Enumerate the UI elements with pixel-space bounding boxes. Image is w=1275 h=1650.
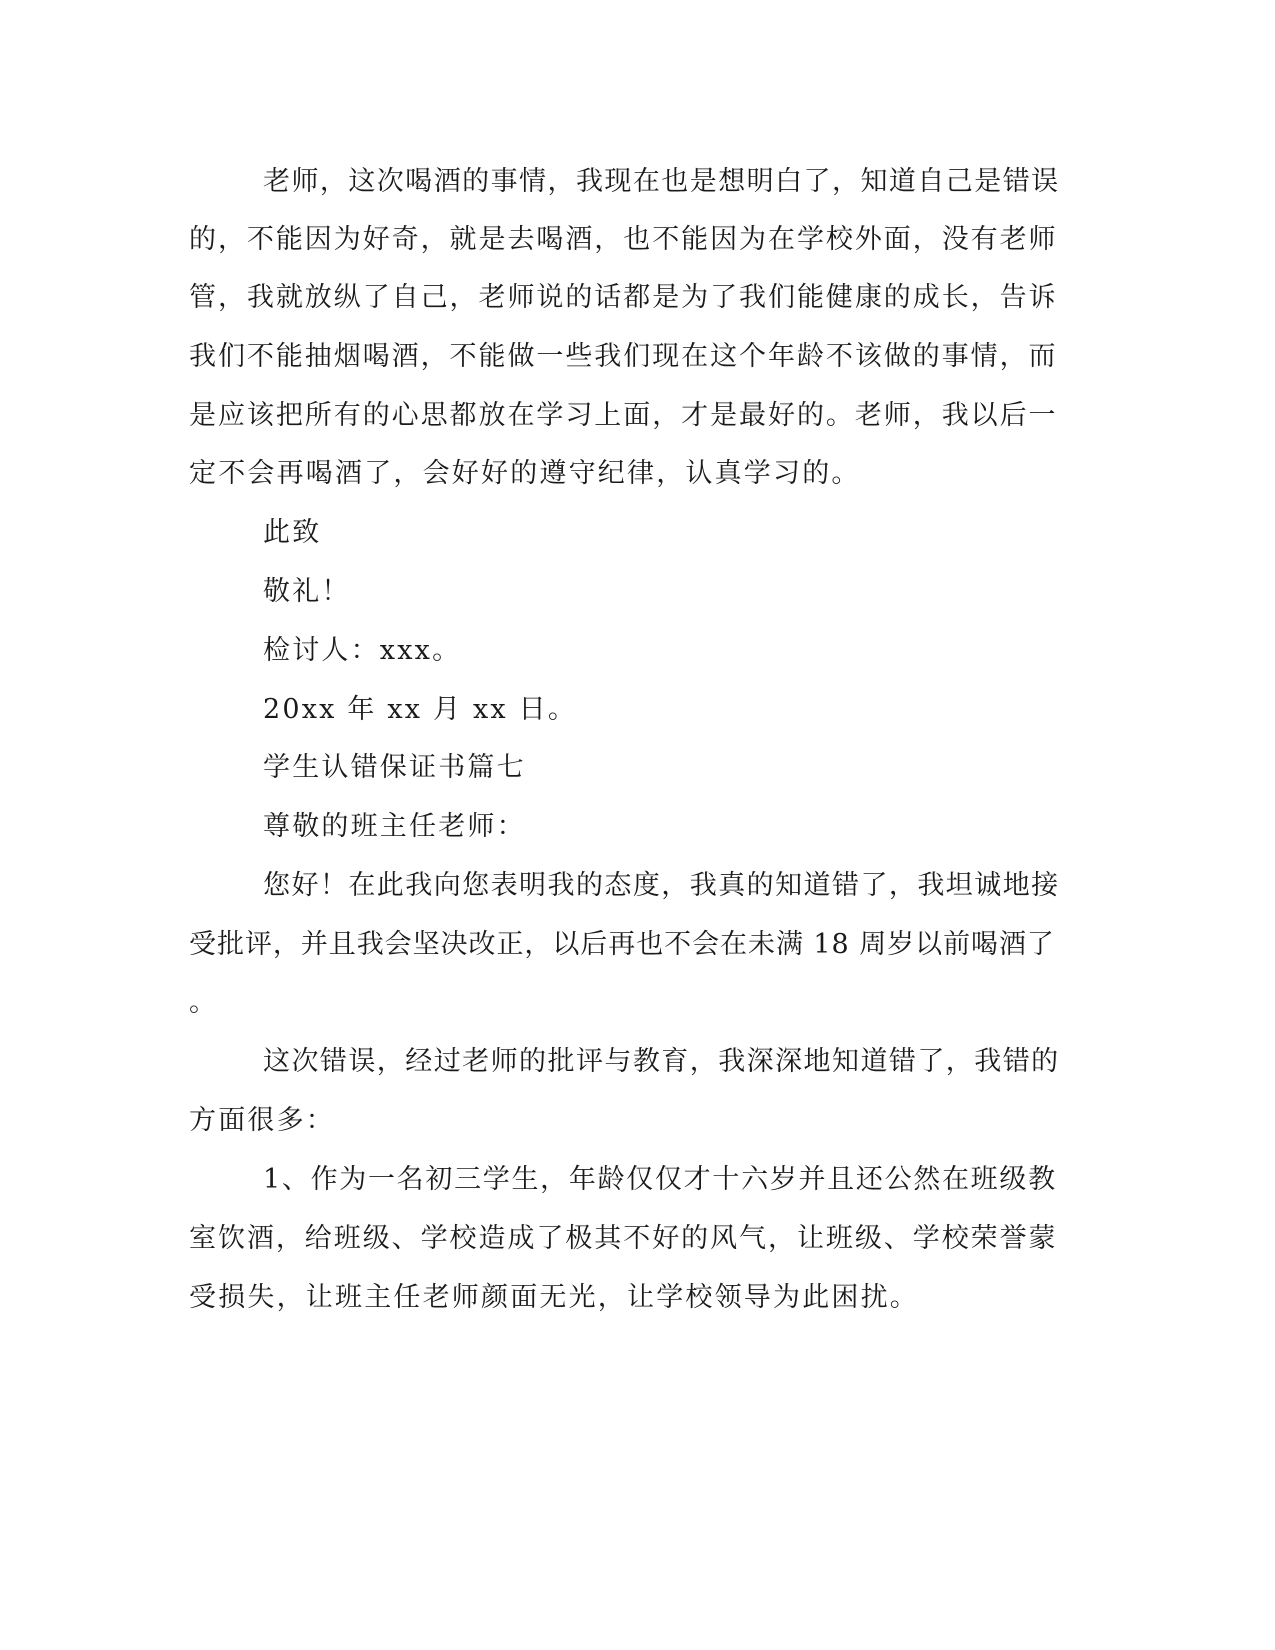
paragraph-2-line-1: 您好！在此我向您表明我的态度，我真的知道错了，我坦诚地接 (263, 870, 1060, 901)
closing-signer: 检讨人：xxx。 (263, 635, 462, 666)
paragraph-1-line-3: 管，我就放纵了自己，老师说的话都是为了我们能健康的成长，告诉 (189, 282, 1058, 313)
paragraph-1-line-1: 老师，这次喝酒的事情，我现在也是想明白了，知道自己是错误 (263, 166, 1060, 197)
paragraph-1-line-2: 的，不能因为好奇，就是去喝酒，也不能因为在学校外面，没有老师 (189, 224, 1058, 255)
paragraph-1-line-5: 是应该把所有的心思都放在学习上面，才是最好的。老师，我以后一 (189, 400, 1058, 431)
closing-salutation-1: 此致 (263, 517, 322, 548)
paragraph-4-line-2: 室饮酒，给班级、学校造成了极其不好的风气，让班级、学校荣誉蒙 (189, 1223, 1058, 1254)
paragraph-4-line-3: 受损失，让班主任老师颜面无光，让学校领导为此困扰。 (189, 1282, 919, 1313)
paragraph-1-line-6: 定不会再喝酒了，会好好的遵守纪律，认真学习的。 (189, 458, 861, 489)
closing-salutation-2: 敬礼！ (263, 576, 351, 607)
paragraph-4-line-1: 1、作为一名初三学生，年龄仅仅才十六岁并且还公然在班级教 (263, 1164, 1057, 1195)
paragraph-3-line-1: 这次错误，经过老师的批评与教育，我深深地知道错了，我错的 (263, 1046, 1060, 1077)
paragraph-2-line-3: 。 (189, 987, 219, 1018)
greeting: 尊敬的班主任老师： (263, 811, 526, 842)
paragraph-1-line-4: 我们不能抽烟喝酒，不能做一些我们现在这个年龄不该做的事情，而 (189, 341, 1058, 372)
section-title: 学生认错保证书篇七 (263, 752, 526, 783)
closing-date: 20xx 年 xx 月 xx 日。 (263, 694, 578, 725)
paragraph-3-line-2: 方面很多： (189, 1105, 335, 1136)
paragraph-2-line-2: 受批评，并且我会坚决改正，以后再也不会在未满 18 周岁以前喝酒了 (189, 929, 1055, 960)
